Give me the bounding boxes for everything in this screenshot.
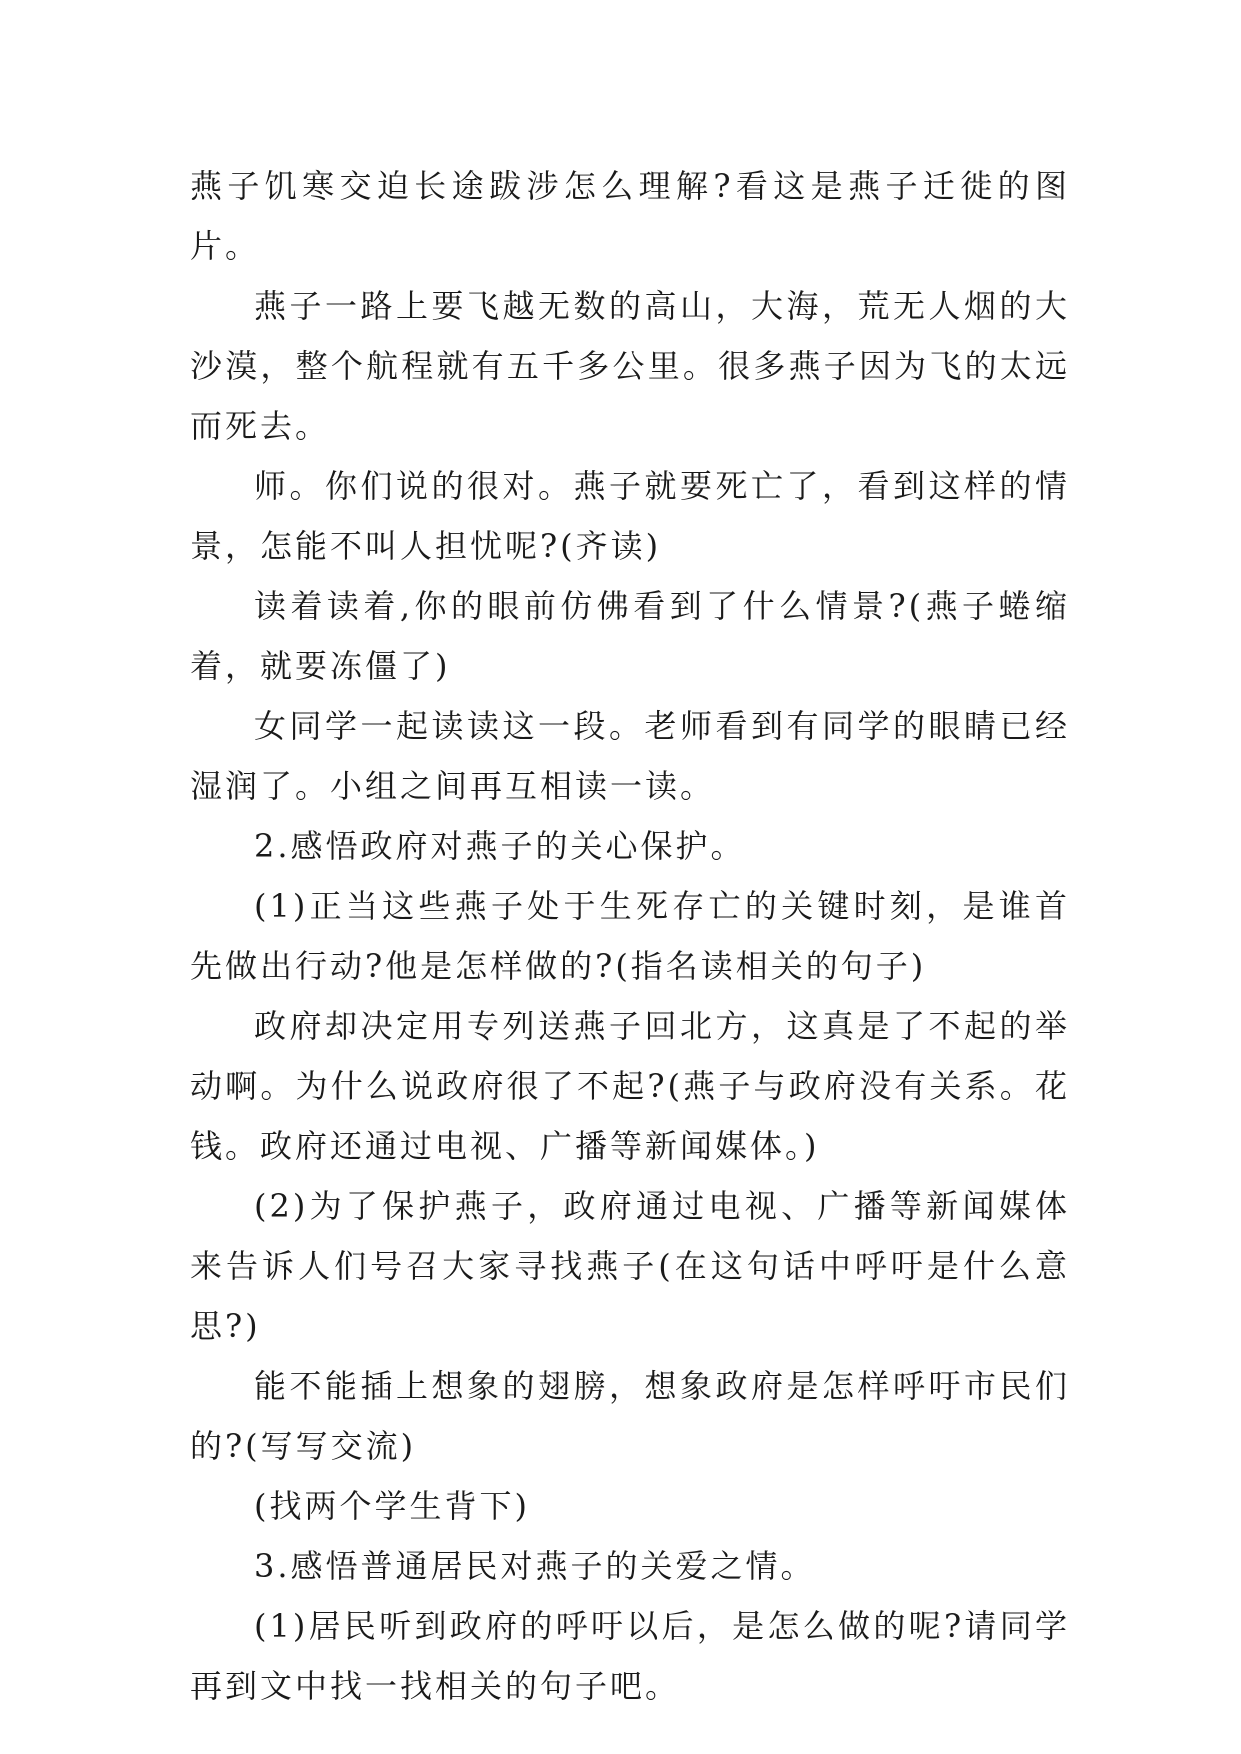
- section-heading-2: 2.感悟政府对燕子的关心保护。: [254, 827, 746, 865]
- paragraph-8: 政府却决定用专列送燕子回北方，这真是了不起的举动啊。为什么说政府很了不起?(燕子与政府没有关系。花钱。政府还通过电视、广播等新闻媒体。): [190, 1007, 1070, 1165]
- paragraph-13: (1)居民听到政府的呼吁以后，是怎么做的呢?请同学再到文中找一找相关的句子吧。: [190, 1607, 1070, 1705]
- paragraph-1: 燕子饥寒交迫长途跋涉怎么理解?看这是燕子迁徙的图片。: [190, 167, 1070, 265]
- document-body: [190, 156, 1070, 1716]
- paragraph-4: 读着读着,你的眼前仿佛看到了什么情景?(燕子蜷缩着，就要冻僵了): [190, 587, 1070, 685]
- paragraph-2: 燕子一路上要飞越无数的高山，大海，荒无人烟的大沙漠，整个航程就有五千多公里。很多燕子因为飞的太远而死去。: [190, 287, 1070, 445]
- paragraph-3: 师。你们说的很对。燕子就要死亡了，看到这样的情景，怎能不叫人担忧呢?(齐读): [190, 467, 1070, 565]
- paragraph-11: (找两个学生背下): [254, 1487, 530, 1525]
- paragraph-5: 女同学一起读读这一段。老师看到有同学的眼睛已经湿润了。小组之间再互相读一读。: [190, 707, 1070, 805]
- paragraph-9: (2)为了保护燕子，政府通过电视、广播等新闻媒体来告诉人们号召大家寻找燕子(在这句话中呼吁是什么意思?): [190, 1187, 1070, 1345]
- paragraph-7: (1)正当这些燕子处于生死存亡的关键时刻，是谁首先做出行动?他是怎样做的?(指名读相关的句子): [190, 887, 1070, 985]
- paragraph-10: 能不能插上想象的翅膀，想象政府是怎样呼吁市民们的?(写写交流): [190, 1367, 1070, 1465]
- section-heading-3: 3.感悟普通居民对燕子的关爱之情。: [254, 1547, 816, 1585]
